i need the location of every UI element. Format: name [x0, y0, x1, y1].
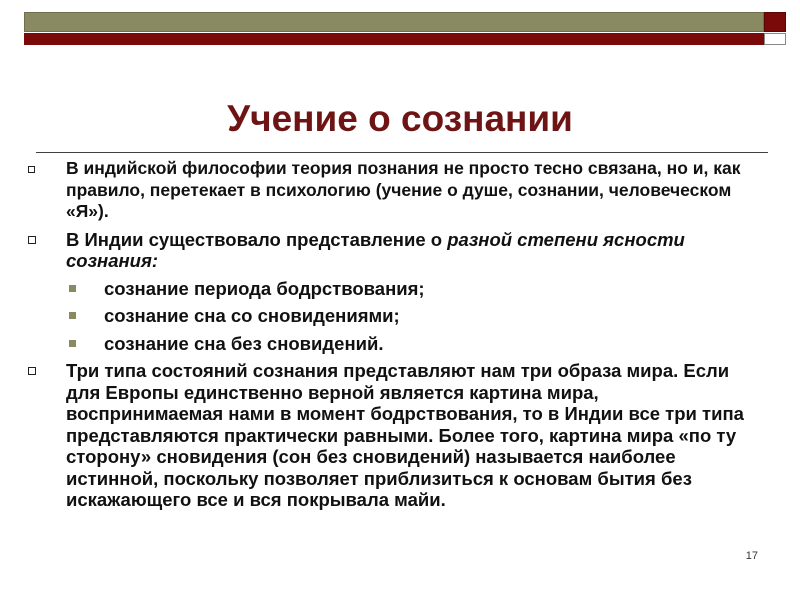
sub-bullet-item-2 — [24, 305, 754, 327]
bullet-text: В Индии существовало представление о — [66, 228, 448, 250]
header-accent-line — [24, 33, 764, 45]
sub-bullet-text: сознание сна со сновидениями; — [104, 305, 400, 326]
bullet-item-1 — [24, 158, 754, 223]
slide-title: Учение о сознании — [227, 98, 573, 139]
hollow-square-bullet-icon — [28, 236, 36, 244]
filled-square-bullet-icon — [69, 312, 76, 319]
bullet-item-3 — [24, 360, 754, 511]
slide-content — [24, 158, 754, 517]
bullet-item-2 — [24, 229, 754, 272]
hollow-square-bullet-icon — [28, 367, 36, 375]
hollow-square-bullet-icon — [28, 166, 35, 173]
bullet-emphasis-text: разной степени ясности сознания: — [66, 228, 685, 271]
slide-number: 17 — [745, 550, 758, 562]
filled-square-bullet-icon — [69, 285, 76, 292]
title-divider — [36, 152, 768, 153]
filled-square-bullet-icon — [69, 340, 76, 347]
bullet-text: Три типа состояний сознания представляют нам три образа мира. Если для Европы единственно верной является картина мира, воспринимаемая нами в момент бодрствования, то в Индии все три типа представляются практически равными. Более того, картина мира «по ту сторону» сновидения (сон без сновидений) называется наиболее истинной, поскольку позволяет приблизиться к основам бытия без искажающего все и вся покрывала майи. — [66, 360, 744, 510]
sub-bullet-text: сознание сна без сновидений. — [104, 332, 384, 354]
header-small-square — [764, 33, 786, 45]
sub-bullet-text: сознание периода бодрствования; — [104, 277, 425, 299]
header-accent-square — [764, 12, 786, 32]
header-band — [24, 12, 764, 32]
bullet-text: В индийской философии теория познания не просто тесно связана, но и, как правило, перетекает в психологию (учение о душе, сознании, человеческом «Я»). — [66, 158, 741, 221]
sub-bullet-item-1 — [24, 278, 754, 300]
sub-bullet-item-3 — [24, 333, 754, 355]
